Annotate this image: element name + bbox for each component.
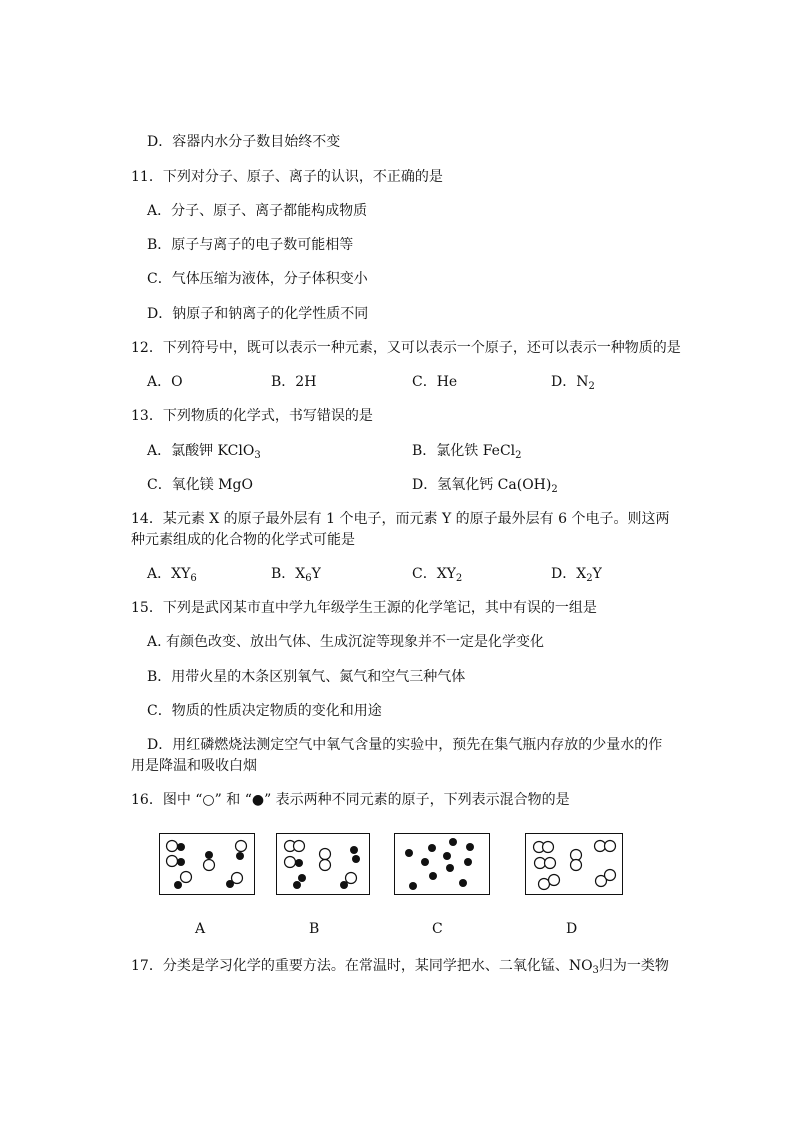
q16-stem: 16．图中 “○” 和 “●” 表示两种不同元素的原子，下列表示混合物的是 (131, 792, 570, 808)
q13-option-b-text: B．氯化铁 FeCl (412, 443, 516, 459)
q14-option-c-subscript: 2 (455, 573, 463, 584)
q14-option-b-subscript: 6 (305, 573, 312, 584)
q12-option-d-subscript: 2 (588, 381, 595, 392)
q13-option-b-subscript: 2 (515, 450, 522, 461)
q14-option-c (412, 564, 462, 584)
q14-option-d-text: D．X (551, 566, 587, 582)
q12-option-b: B．2H (271, 374, 317, 390)
q14-option-d-subscript: 2 (586, 573, 593, 584)
q15-option-b: B．用带火星的木条区别氧气、氮气和空气三种气体 (147, 669, 466, 685)
diagram-label-a: A (195, 921, 206, 937)
q14-option-b-tail: Y (311, 566, 321, 582)
q14-option-a-text: A．XY (147, 566, 191, 582)
q11-option-b: B．原子与离子的电子数可能相等 (147, 237, 354, 253)
q13-option-c: C．氧化镁 MgO (147, 477, 253, 493)
q13-stem: 13．下列物质的化学式，书写错误的是 (131, 408, 373, 424)
q14-stem-line2: 种元素组成的化合物的化学式可能是 (131, 532, 355, 548)
q13-option-d-subscript: 2 (551, 484, 558, 495)
q13-option-a-text: A．氯酸钾 KClO (147, 443, 255, 459)
q14-option-a (147, 564, 197, 584)
q13-option-b (412, 441, 522, 461)
q12-option-a: A．O (147, 374, 183, 390)
diagram-box-a (159, 833, 255, 895)
q13-option-a-subscript: 3 (254, 450, 261, 461)
q11-option-d: D．钠原子和钠离子的化学性质不同 (147, 306, 369, 322)
q15-option-c: C．物质的性质决定物质的变化和用途 (147, 703, 382, 719)
diagram-label-c: C (432, 921, 443, 937)
q14-option-a-subscript: 6 (190, 573, 197, 584)
q15-option-d-line2: 用是降温和吸收白烟 (131, 758, 257, 774)
diagram-label-b: B (309, 921, 320, 937)
q13-option-d (412, 475, 558, 495)
q14-option-d (551, 564, 602, 584)
q17-stem-subscript: 3 (592, 965, 599, 976)
diagram-box-c (394, 833, 490, 895)
q10-option-d: D．容器内水分子数目始终不变 (147, 134, 341, 150)
q15-stem: 15．下列是武冈某市直中学九年级学生王源的化学笔记，其中有误的一组是 (131, 600, 597, 616)
diagram-box-d (525, 833, 623, 895)
q11-option-a: A．分子、原子、离子都能构成物质 (147, 203, 368, 219)
q14-option-c-text: C．XY (412, 566, 456, 582)
q17-stem-text: 17．分类是学习化学的重要方法。在常温时，某同学把水、二氧化锰、NO (131, 958, 593, 974)
q14-option-b (271, 564, 321, 584)
q12-stem: 12．下列符号中，既可以表示一种元素，又可以表示一个原子，还可以表示一种物质的是 (131, 340, 681, 356)
q12-option-c: C．He (412, 374, 458, 390)
q11-stem: 11．下列对分子、原子、离子的认识，不正确的是 (131, 169, 443, 185)
q17-stem-tail: 归为一类物 (598, 958, 669, 974)
q14-option-d-tail: Y (592, 566, 602, 582)
diagram-label-d: D (566, 921, 578, 937)
q15-option-a: A. 有颜色改变、放出气体、生成沉淀等现象并不一定是化学变化 (147, 634, 545, 650)
q11-option-c: C．气体压缩为液体，分子体积变小 (147, 271, 368, 287)
q13-option-a (147, 441, 261, 461)
q13-option-d-text: D．氢氧化钙 Ca(OH) (412, 477, 552, 493)
q17-stem (131, 956, 669, 976)
q14-option-b-text: B．X (271, 566, 306, 582)
q14-stem-line1: 14．某元素 X 的原子最外层有 1 个电子，而元素 Y 的原子最外层有 6 个电子。则这两 (131, 511, 670, 527)
q15-option-d-line1: D．用红磷燃烧法测定空气中氧气含量的实验中，预先在集气瓶内存放的少量水的作 (147, 737, 663, 753)
diagram-box-b (276, 833, 370, 895)
q12-option-d (551, 372, 595, 392)
q12-option-d-text: D．N (551, 374, 589, 390)
